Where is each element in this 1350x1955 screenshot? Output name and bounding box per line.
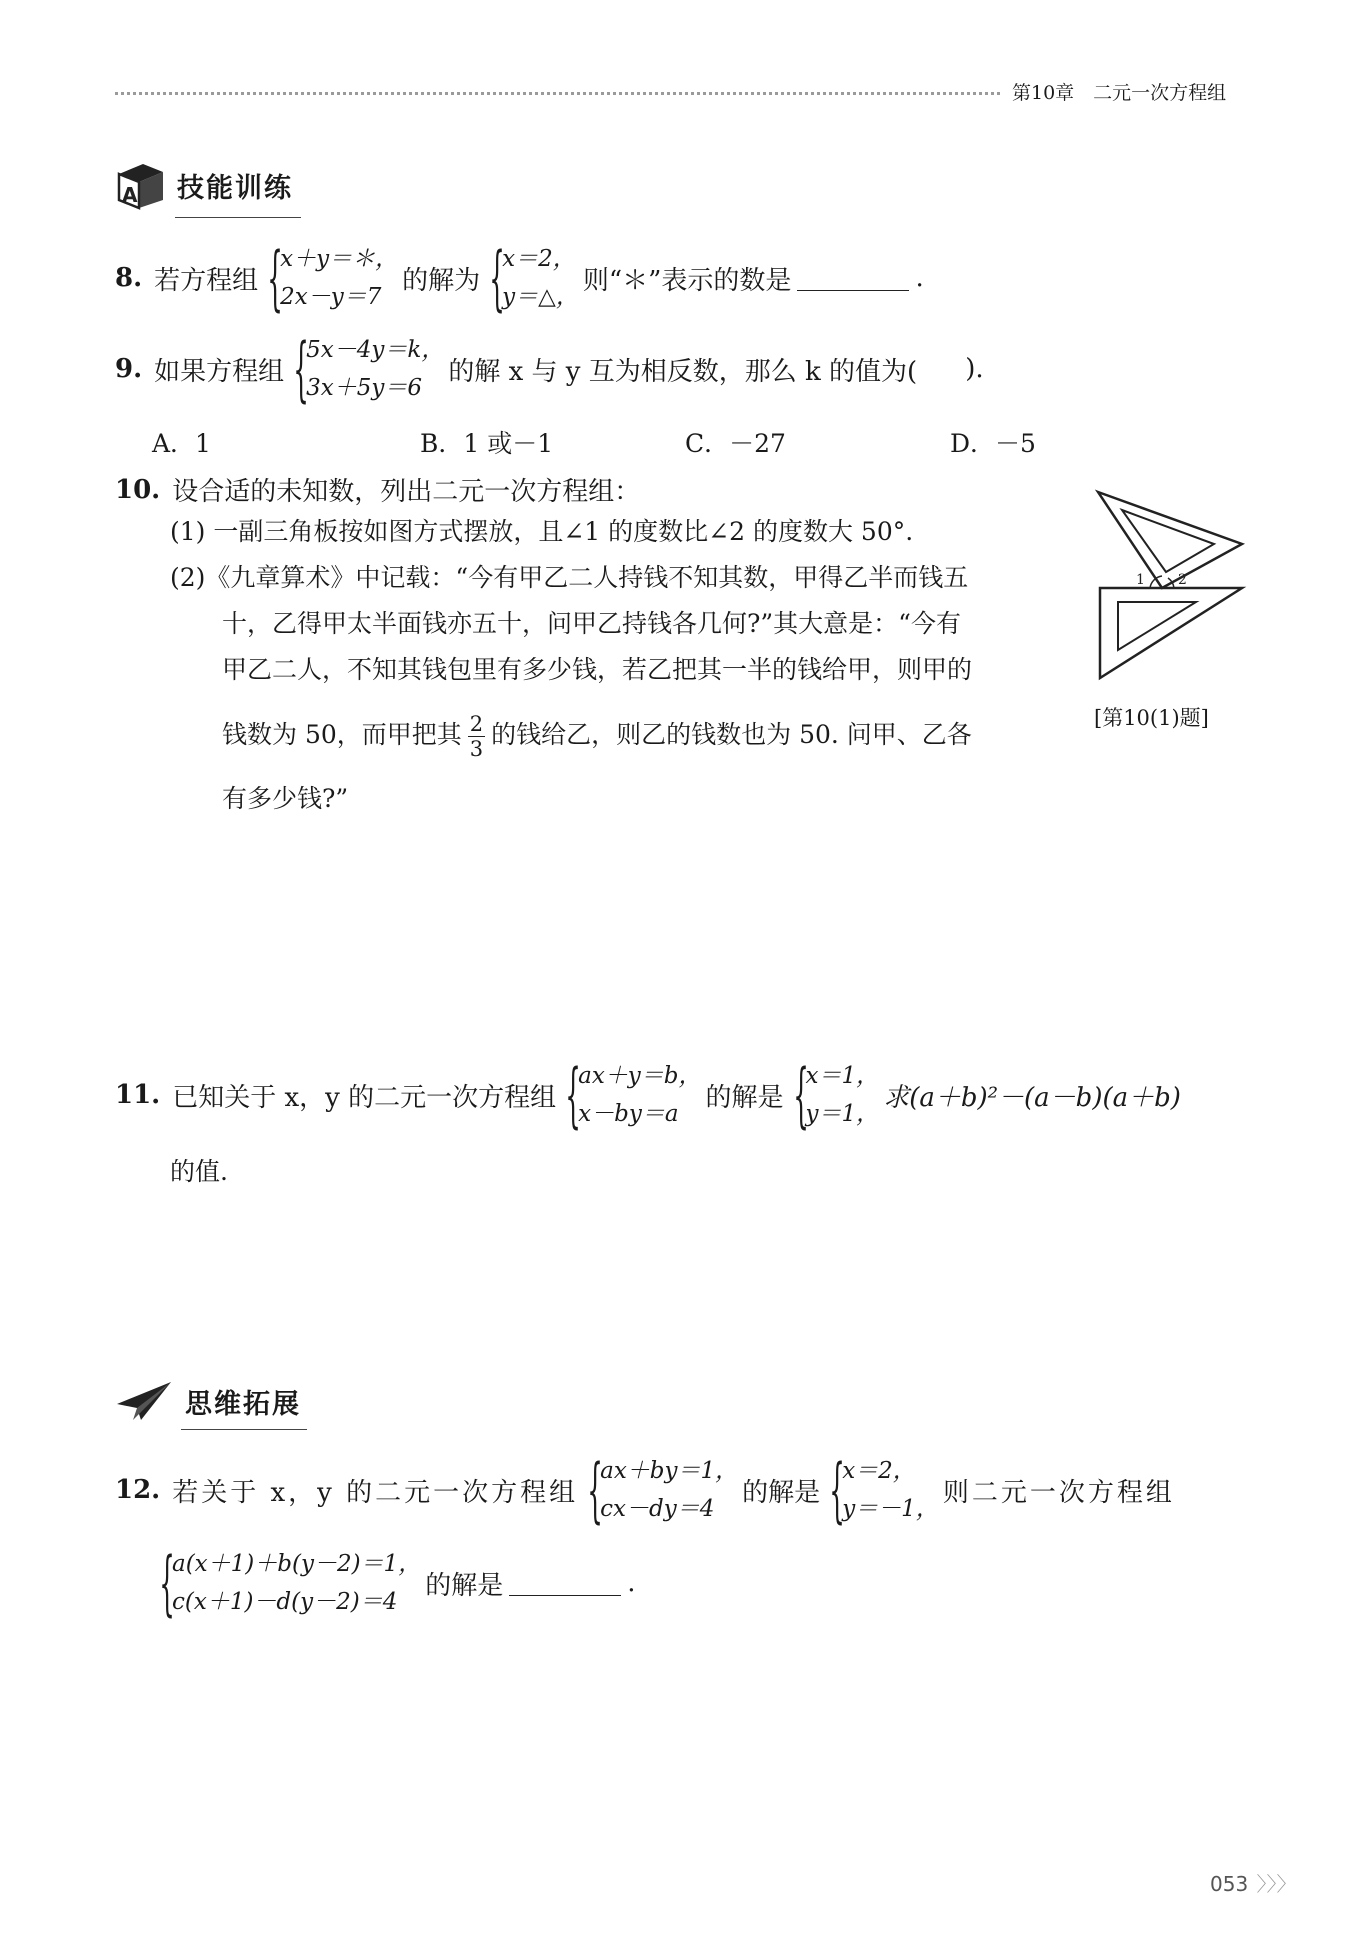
- q9-suffix: 的解 x 与 y 互为相反数，那么 k 的值为(: [448, 356, 918, 387]
- equation-line: ax＋by＝1，: [600, 1458, 739, 1484]
- question-11: [115, 1054, 1181, 1136]
- equation-line: ax＋y＝b，: [578, 1063, 702, 1089]
- equation-line: c(x＋1)－d(y－2)＝4: [172, 1589, 398, 1615]
- q10-part1: (1) 一副三角板按如图方式摆放，且∠1 的度数比∠2 的度数大 50°.: [170, 517, 914, 546]
- q11-suffix: 求(a＋b)²－(a－b)(a＋b): [883, 1082, 1181, 1113]
- equation-line: x＋y＝＊，: [280, 246, 399, 272]
- q12-period: .: [627, 1568, 636, 1598]
- question-number: 8.: [115, 263, 143, 293]
- paper-plane-icon: [115, 1380, 173, 1422]
- solution-system: { x＝1， y＝1，: [792, 1054, 880, 1136]
- chapter-header: 第10章 二元一次方程组: [1012, 82, 1227, 104]
- q8-suffix: 则“＊”表示的数是: [582, 265, 792, 296]
- section-think-underline: [181, 1429, 307, 1430]
- q12-tail: 的解是: [425, 1570, 504, 1601]
- question-8: [115, 237, 924, 319]
- q9-end: ).: [965, 354, 984, 384]
- equation-line: y＝1，: [805, 1101, 880, 1127]
- question-number: 12.: [115, 1475, 161, 1505]
- svg-text:A: A: [122, 183, 138, 207]
- page-number-value: 053: [1210, 1872, 1249, 1896]
- page-number: [1210, 1868, 1297, 1897]
- q10-part2-line: (2)《九章算术》中记载：“今有甲乙二人持钱不知其数，甲得乙半而钱五: [170, 563, 969, 592]
- choice-d[interactable]: D．－5: [950, 429, 1036, 458]
- q10-part2-line: 十，乙得甲太半面钱亦五十，问甲乙持钱各几何?”其大意是：“今有: [222, 609, 961, 638]
- triangle-rulers-figure: [1090, 488, 1250, 688]
- q12-mid: 的解是: [742, 1477, 821, 1508]
- question-10: [115, 471, 640, 508]
- q12-prefix: 若关于 x，y 的二元一次方程组: [172, 1477, 579, 1508]
- equation-system: { ax＋by＝1， cx－dy＝4: [587, 1449, 739, 1531]
- equation-system: { x＋y＝＊， 2x－y＝7: [267, 237, 399, 319]
- angle-2-label: 2: [1178, 572, 1187, 588]
- fraction: [468, 712, 485, 761]
- q8-prefix: 若方程组: [154, 265, 259, 296]
- cube-a-icon: [115, 160, 165, 210]
- equation-system: { 5x－4y＝k， 3x＋5y＝6: [293, 328, 445, 410]
- fraction-denominator: 3: [469, 737, 484, 761]
- question-number: 10.: [115, 474, 161, 505]
- equation-line: a(x＋1)＋b(y－2)＝1，: [172, 1551, 422, 1577]
- q9-prefix: 如果方程组: [154, 356, 285, 387]
- equation-line: x＝2，: [842, 1458, 916, 1484]
- solution-system: { x＝2， y＝－1，: [829, 1449, 939, 1531]
- q11-prefix: 已知关于 x，y 的二元一次方程组: [172, 1082, 557, 1113]
- q10-part2-line4: [222, 708, 972, 762]
- chevron-right-icon: 〉〉〉: [1256, 1872, 1297, 1896]
- q11-line2: 的值.: [170, 1157, 228, 1186]
- section-skill-title: 技能训练: [177, 172, 293, 204]
- choice-b[interactable]: B．1 或－1: [420, 429, 554, 458]
- q10-line4-a: 钱数为 50，而甲把其: [222, 720, 462, 749]
- equation-line: y＝－1，: [842, 1496, 939, 1522]
- equation-line: x－by＝a: [578, 1101, 679, 1127]
- header-rule: [115, 92, 1000, 95]
- q10-part2-line: 甲乙二人，不知其钱包里有多少钱，若乙把其一半的钱给甲，则甲的: [222, 655, 973, 684]
- figure-caption: [第10(1)题]: [1094, 706, 1209, 730]
- equation-line: x＝1，: [805, 1063, 880, 1089]
- q11-mid: 的解是: [705, 1082, 784, 1113]
- angle-1-label: 1: [1136, 572, 1145, 588]
- q10-part2-line5: 有多少钱?”: [222, 784, 349, 813]
- equation-system: { ax＋y＝b， x－by＝a: [565, 1054, 702, 1136]
- answer-blank[interactable]: [797, 266, 909, 291]
- q10-line4-b: 的钱给乙，则乙的钱数也为 50. 问甲、乙各: [491, 720, 972, 749]
- section-think-heading: [115, 1380, 301, 1422]
- fraction-numerator: 2: [469, 712, 484, 736]
- equation-line: 2x－y＝7: [280, 284, 382, 310]
- equation-line: 3x＋5y＝6: [306, 375, 423, 401]
- question-number: 11.: [115, 1080, 161, 1110]
- equation-line: x＝2，: [502, 246, 576, 272]
- question-number: 9.: [115, 354, 143, 384]
- equation-line: cx－dy＝4: [600, 1496, 715, 1522]
- equation-system: { a(x＋1)＋b(y－2)＝1， c(x＋1)－d(y－2)＝4: [159, 1542, 422, 1624]
- choice-c[interactable]: C．－27: [685, 429, 786, 458]
- section-skill-heading: [115, 160, 293, 210]
- section-skill-underline: [175, 217, 301, 218]
- solution-system: { x＝2， y＝△，: [489, 237, 579, 319]
- question-12: [115, 1449, 1175, 1531]
- equation-line: y＝△，: [502, 284, 579, 310]
- q10-stem: 设合适的未知数，列出二元一次方程组：: [172, 477, 641, 507]
- q12-second-system: [150, 1542, 636, 1624]
- q8-mid: 的解为: [402, 265, 481, 296]
- equation-line: 5x－4y＝k，: [306, 337, 445, 363]
- q8-period: .: [915, 263, 924, 293]
- q12-suffix: 则二元一次方程组: [942, 1477, 1175, 1508]
- section-think-title: 思维拓展: [185, 1388, 301, 1420]
- answer-blank[interactable]: [509, 1571, 621, 1596]
- choice-a[interactable]: A．1: [152, 429, 211, 458]
- question-9: [115, 328, 984, 410]
